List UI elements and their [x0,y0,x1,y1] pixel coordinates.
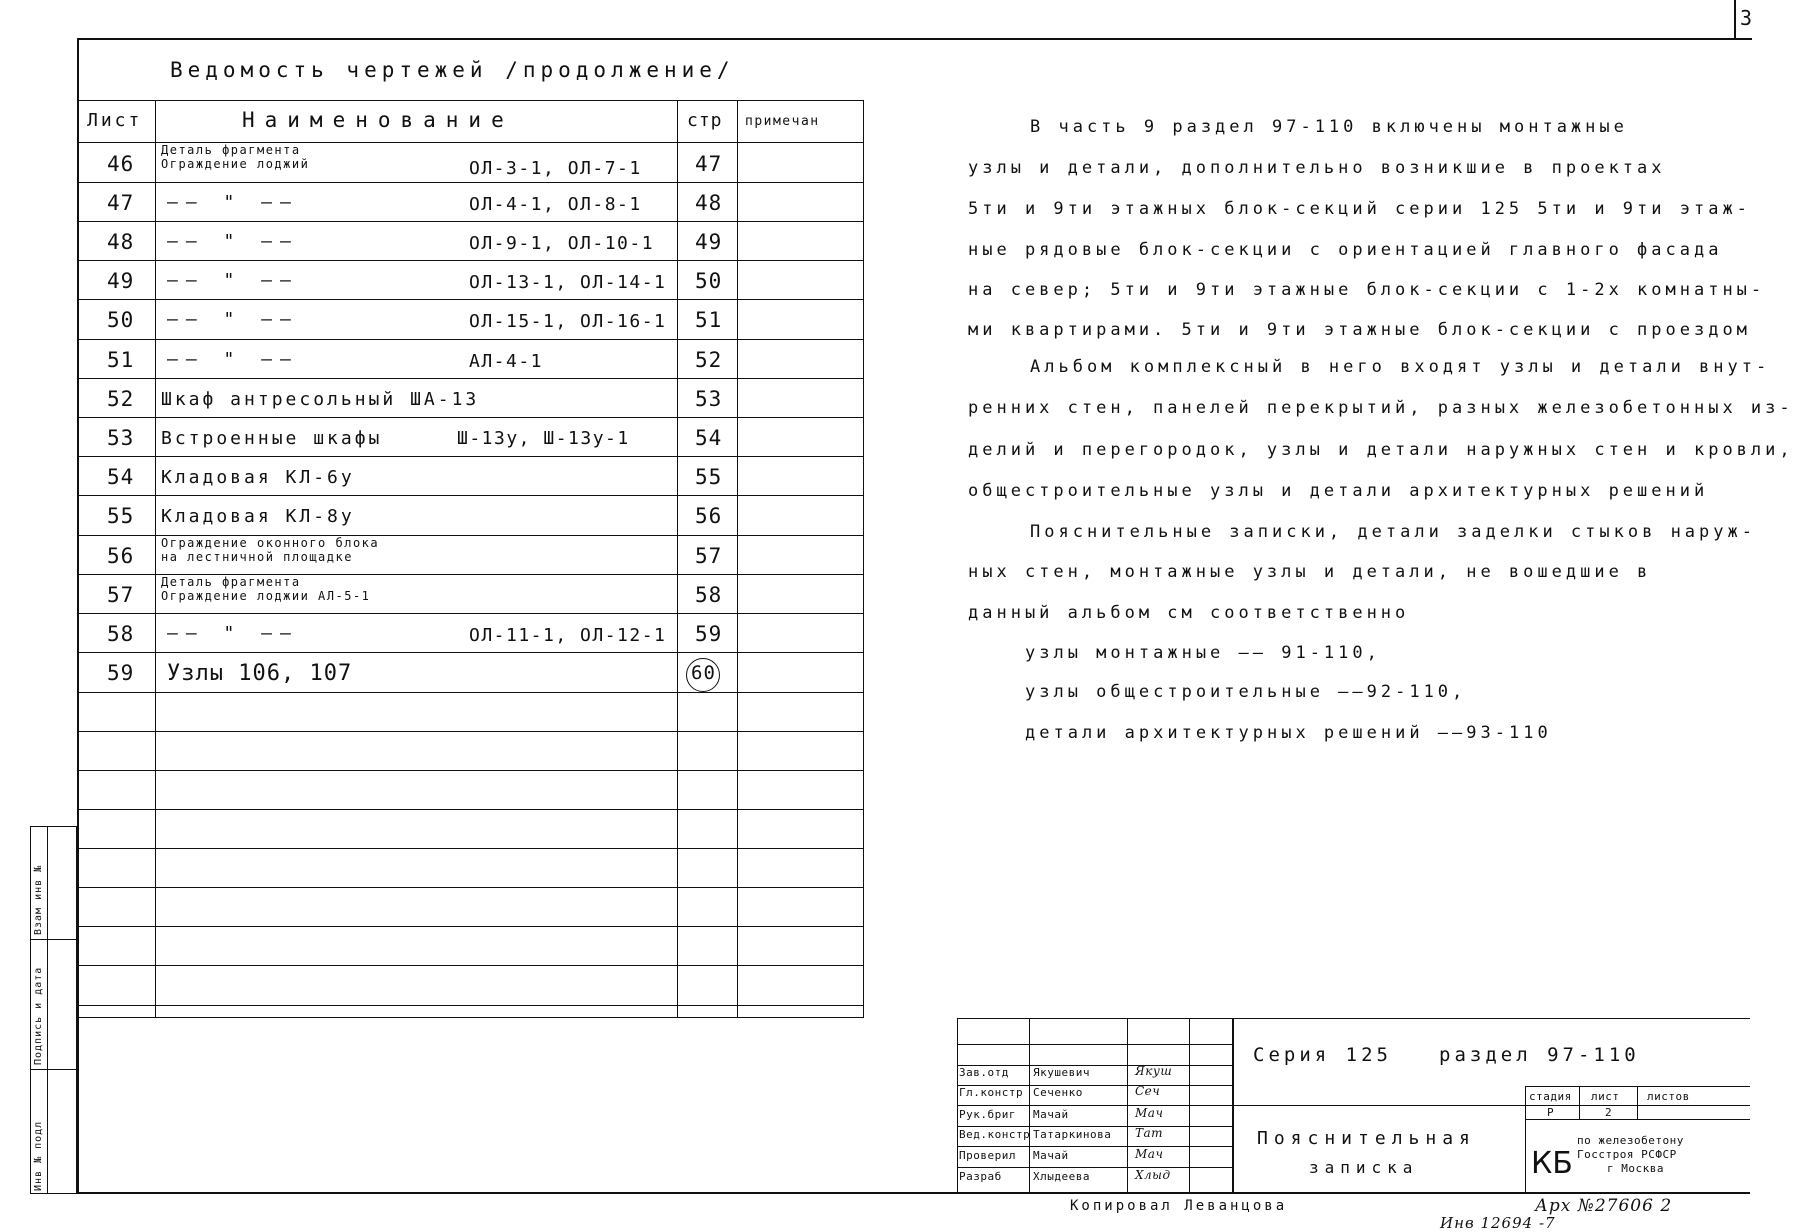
stamp-section: раздел 97-110 [1439,1044,1640,1066]
note-line: на север; 5ти и 9ти этажные блок-секции с 1-2х комнатны- [968,280,1766,300]
footer-inv: Инв 12694 -7 [1440,1214,1556,1232]
org-line: Госстроя РСФСР [1577,1148,1677,1161]
footer-archive: Арх №27606 2 [1535,1196,1673,1216]
note-line: ные рядовые блок-секции с ориентацией главного фасада [968,240,1723,260]
org-line: по железобетону [1577,1134,1684,1147]
side-stamp [30,826,77,1194]
title-block: Зав.отд Якушевич Якуш Гл.констр Сеченко Сеч Рук.бриг Мачай Мач Вед.констр Татаркинова Тат Проверил Мачай Мач Разраб Хлыдеева Хлыд Серия 125 раздел 97-110 Пояснительная записка стадия лист листов Р 2 КБ по железобетону Госстроя РСФСР г Москва [957,1018,1750,1194]
note-line: Альбом комплексный в него входят узлы и детали внут- [1030,357,1771,377]
table-title: Ведомость чертежей /продолжение/ [170,58,735,82]
note-line: ми квартирами. 5ти и 9ти этажные блок-секции с проездом [968,320,1751,340]
stamp-series: Серия 125 [1253,1044,1392,1066]
page-number: 3 [1740,6,1753,30]
stamp-stage-value: Р [1547,1106,1555,1119]
note-line: детали архитектурных решений ——93-110 [1025,723,1552,743]
note-line: ренних стен, панелей перекрытий, разных железобетонных из- [968,398,1794,418]
header-page: стр [687,110,723,131]
header-note: примечан [745,114,820,129]
footer-copied: Копировал Леванцова [1070,1198,1288,1214]
drawings-table: Лист Наименование стр примечан 46 Деталь фрагмента Ограждение лоджий ОЛ-3-1, ОЛ-7-1 47 47 —— " —— ОЛ-4-1, ОЛ-8-1 48 48 —— " —— ОЛ-9-1, ОЛ-10-1 49 49 —— " —— ОЛ-13-1, ОЛ-14-1 50 50 —— " —— ОЛ-15-1, ОЛ-16-1 51 51 —— " —— АЛ-4-1 52 52 Шкаф антресольный ША-13 53 53 Встроенные шкафы Ш-13у, Ш-13у-1 54 54 Кладовая КЛ-6у 55 55 Кладовая КЛ-8у 56 56 Ограждение оконного блока на лестничной площадке 57 57 Деталь фрагмента Ограждение лоджии АЛ-5-1 58 58 —— " —— ОЛ-11-1, ОЛ-12-1 59 59 Узлы 106, 107 60 [77,100,864,1018]
header-sheet: Лист [87,110,143,131]
note-line: узлы монтажные —— 91-110, [1025,643,1381,663]
note-line: 5ти и 9ти этажных блок-секций серии 125 5ти и 9ти этаж- [968,199,1751,219]
stamp-doc-title-2: записка [1309,1158,1419,1177]
stamp-sheet-value: 2 [1605,1106,1613,1119]
stamp-sheets-label: листов [1647,1090,1690,1103]
stamp-sheet-label: лист [1591,1090,1620,1103]
side-stamp-inv: Инв № подл [33,1120,44,1191]
side-stamp-signature: Подпись и дата [33,966,44,1065]
stamp-doc-title-1: Пояснительная [1257,1128,1476,1149]
note-line: делий и перегородок, узлы и детали наружных стен и кровли, [968,440,1794,460]
note-line: узлы общестроительные ——92-110, [1025,682,1467,702]
note-line: общестроительные узлы и детали архитектурных решений [968,481,1709,501]
side-stamp-replace: Взам инв № [33,864,44,935]
stamp-stage-label: стадия [1529,1090,1572,1103]
note-line: узлы и детали, дополнительно возникшие в проектах [968,158,1666,178]
note-line: ных стен, монтажные узлы и детали, не вошедшие в [968,562,1652,582]
header-name: Наименование [242,108,514,132]
note-line: Пояснительные записки, детали заделки стыков наруж- [1030,522,1756,542]
page-number-box [1734,0,1752,40]
org-logo: КБ [1531,1146,1573,1181]
note-line: данный альбом см соответственно [968,603,1410,623]
note-line: В часть 9 раздел 97-110 включены монтажные [1030,117,1628,137]
org-line: г Москва [1607,1162,1664,1175]
